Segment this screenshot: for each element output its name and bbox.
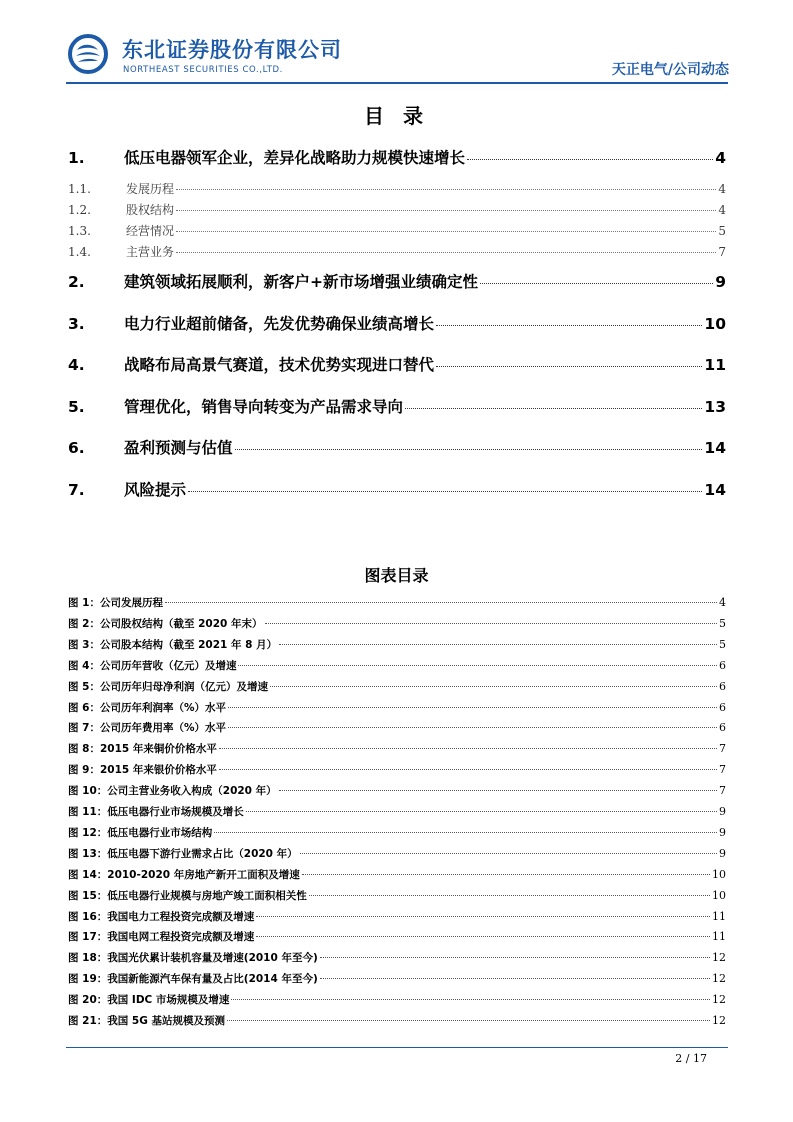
figure-entry-page: 6 — [719, 679, 726, 693]
figure-entry[interactable] — [68, 950, 726, 966]
figure-entry[interactable] — [68, 929, 726, 945]
figure-entry[interactable] — [68, 595, 726, 611]
figure-leader-dots — [228, 726, 717, 728]
figure-entry[interactable] — [68, 992, 726, 1008]
figure-entry[interactable] — [68, 867, 726, 883]
toc-entry-number: 4. — [68, 356, 85, 374]
figure-leader-dots — [228, 706, 717, 708]
toc-leader-dots — [176, 251, 716, 253]
figure-entry[interactable] — [68, 846, 726, 862]
northeast-securities-logo-icon — [68, 34, 108, 74]
toc-entry-page: 10 — [704, 315, 726, 333]
figure-entry-title: 图 3：公司股本结构（截至 2021 年 8 月） — [68, 638, 278, 651]
toc-entry-page: 13 — [704, 398, 726, 416]
figure-entry-title: 图 12：低压电器行业市场结构 — [68, 826, 213, 839]
figure-entry-page: 9 — [719, 805, 726, 818]
figure-entry-title: 图 5：公司历年归母净利润（亿元）及增速 — [68, 680, 268, 693]
figure-leader-dots — [246, 810, 717, 812]
figure-entry[interactable] — [68, 637, 726, 653]
figure-entry-page: 7 — [719, 742, 726, 756]
toc-entry[interactable] — [68, 312, 726, 334]
toc-entry-title: 电力行业超前储备，先发优势确保业绩高增长 — [124, 315, 435, 333]
page-header — [0, 0, 793, 86]
toc-leader-dots — [480, 282, 713, 284]
toc-leader-dots — [176, 209, 716, 211]
figure-entry-page: 10 — [712, 867, 726, 881]
figure-entry[interactable] — [68, 720, 726, 736]
figure-entry[interactable] — [68, 971, 726, 987]
toc-entry-number: 1. — [68, 149, 85, 167]
toc-entry[interactable] — [68, 270, 726, 292]
figure-entry-title: 图 10：公司主营业务收入构成（2020 年） — [68, 785, 277, 798]
figure-leader-dots — [265, 622, 718, 624]
toc-entry-number: 5. — [68, 398, 85, 416]
figure-entry-title: 图 7：公司历年费用率（%）水平 — [68, 722, 226, 735]
toc-entry[interactable] — [68, 395, 726, 417]
figure-entry[interactable] — [68, 700, 726, 716]
figure-leader-dots — [320, 956, 710, 958]
toc-entry-title: 发展历程 — [126, 182, 175, 196]
toc-entry-page: 7 — [718, 245, 726, 259]
figure-entry-page: 12 — [712, 1014, 726, 1027]
figure-entry-page: 12 — [712, 972, 726, 986]
figure-leader-dots — [302, 873, 710, 875]
figure-entry-title: 图 2：公司股权结构（截至 2020 年末） — [68, 617, 263, 630]
figure-entry-page: 5 — [719, 637, 726, 651]
figure-entry[interactable] — [68, 1013, 726, 1029]
toc-entry[interactable] — [68, 243, 726, 259]
figure-entry-title: 图 20：我国 IDC 市场规模及增速 — [68, 994, 230, 1007]
figure-leader-dots — [165, 601, 717, 603]
figure-leader-dots — [256, 935, 710, 937]
figure-entry-page: 11 — [712, 930, 726, 944]
toc-entry-number: 3. — [68, 315, 85, 333]
figure-entry[interactable] — [68, 741, 726, 757]
toc-leader-dots — [235, 448, 703, 450]
figure-entry-page: 12 — [712, 951, 726, 965]
toc-entry[interactable] — [68, 478, 726, 500]
figure-entry-title: 图 16：我国电力工程投资完成额及增速 — [68, 910, 255, 923]
toc-entry-title: 低压电器领军企业，差异化战略助力规模快速增长 — [124, 149, 466, 167]
toc-entry[interactable] — [68, 146, 726, 168]
figure-entry-title: 图 1：公司发展历程 — [68, 597, 163, 609]
figure-entry-title: 图 18：我国光伏累计装机容量及增速(2010 年至今) — [68, 952, 318, 965]
figure-entry-page: 9 — [719, 825, 726, 839]
toc-entry-number: 2. — [68, 273, 85, 291]
toc-leader-dots — [405, 407, 702, 409]
figure-leader-dots — [219, 768, 717, 770]
figure-entry-page: 4 — [719, 596, 726, 609]
company-name-cn: 东北证券股份有限公司 — [122, 38, 342, 62]
toc-entry-title: 建筑领域拓展顺利，新客户+新市场增强业绩确定性 — [124, 273, 478, 291]
figure-entry-title: 图 4：公司历年营收（亿元）及增速 — [68, 659, 237, 672]
figure-entry[interactable] — [68, 909, 726, 925]
toc-entry-number: 1.2. — [68, 203, 91, 217]
toc-entry-page: 5 — [718, 224, 726, 238]
toc-entry-title: 风险提示 — [124, 481, 187, 499]
figure-entry-title: 图 9：2015 年来银价价格水平 — [68, 764, 217, 777]
figure-entry-page: 11 — [712, 909, 726, 923]
toc-entry[interactable] — [68, 180, 726, 196]
page-number: 2 / 17 — [675, 1052, 707, 1065]
toc-entry-title: 股权结构 — [126, 203, 175, 217]
figure-entry-title: 图 19：我国新能源汽车保有量及占比(2014 年至今) — [68, 973, 318, 986]
toc-leader-dots — [436, 324, 702, 326]
toc-entry-title: 盈利预测与估值 — [124, 439, 233, 457]
figure-entry-title: 图 14：2010-2020 年房地产新开工面积及增速 — [68, 868, 300, 881]
toc-entry-number: 6. — [68, 439, 85, 457]
figure-entry-title: 图 21：我国 5G 基站规模及预测 — [68, 1015, 226, 1027]
toc-leader-dots — [467, 158, 713, 160]
toc-entry-number: 1.1. — [68, 182, 91, 196]
figure-entry-page: 5 — [719, 616, 726, 630]
toc-leader-dots — [188, 490, 702, 492]
figure-leader-dots — [279, 789, 717, 791]
figure-leader-dots — [256, 915, 710, 917]
figure-leader-dots — [219, 747, 717, 749]
figure-leader-dots — [214, 831, 717, 833]
figure-entry-page: 6 — [719, 700, 726, 714]
report-tag: 天正电气/公司动态 — [611, 62, 729, 78]
figure-entry-page: 9 — [719, 846, 726, 860]
footer-divider — [66, 1047, 728, 1048]
toc-entry[interactable] — [68, 201, 726, 217]
figure-entry-page: 7 — [719, 784, 726, 798]
toc-entry-number: 1.3. — [68, 224, 91, 238]
toc-entry[interactable] — [68, 353, 726, 375]
figure-leader-dots — [300, 852, 717, 854]
figure-entry-page: 6 — [719, 658, 726, 672]
toc-entry-page: 11 — [704, 356, 726, 374]
toc-title: 目 录 — [364, 104, 429, 128]
figure-leader-dots — [279, 643, 717, 645]
figure-entry[interactable] — [68, 888, 726, 904]
figure-entry-title: 图 15：低压电器行业规模与房地产竣工面积相关性 — [68, 889, 307, 902]
toc-entry-page: 14 — [704, 439, 726, 457]
figure-entry[interactable] — [68, 679, 726, 695]
toc-entry-page: 4 — [718, 182, 726, 196]
figure-entry-page: 7 — [719, 763, 726, 777]
figure-entry-title: 图 8：2015 年来铜价价格水平 — [68, 743, 217, 756]
figure-leader-dots — [270, 685, 717, 687]
figure-entry-page: 10 — [712, 888, 726, 902]
company-name-en: NORTHEAST SECURITIES CO.,LTD. — [123, 65, 283, 75]
figure-entry-title: 图 6：公司历年利润率（%）水平 — [68, 701, 226, 714]
toc-entry-page: 4 — [715, 149, 726, 167]
figure-entry[interactable] — [68, 658, 726, 674]
figure-leader-dots — [231, 998, 710, 1000]
toc-entry-title: 经营情况 — [126, 224, 175, 238]
toc-entry-number: 1.4. — [68, 245, 91, 259]
toc-entry-title: 战略布局高景气赛道，技术优势实现进口替代 — [124, 356, 435, 374]
figure-leader-dots — [320, 977, 710, 979]
toc-leader-dots — [176, 230, 716, 232]
figure-entry[interactable] — [68, 616, 726, 632]
figure-entry[interactable] — [68, 783, 726, 799]
figure-leader-dots — [309, 894, 710, 896]
figure-list-title: 图表目录 — [364, 566, 429, 585]
toc-leader-dots — [176, 188, 716, 190]
toc-entry-page: 4 — [718, 203, 726, 217]
toc-entry-number: 7. — [68, 481, 85, 499]
header-divider — [66, 82, 728, 84]
figure-leader-dots — [227, 1019, 710, 1021]
figure-entry-title: 图 17：我国电网工程投资完成额及增速 — [68, 931, 255, 944]
toc-entry-title: 主营业务 — [126, 245, 175, 259]
figure-entry[interactable] — [68, 825, 726, 841]
figure-entry-page: 12 — [712, 993, 726, 1007]
toc-entry-title: 管理优化，销售导向转变为产品需求导向 — [124, 398, 404, 416]
toc-leader-dots — [436, 365, 702, 367]
figure-entry-title: 图 13：低压电器下游行业需求占比（2020 年） — [68, 847, 298, 860]
figure-entry-page: 6 — [719, 721, 726, 735]
figure-entry[interactable] — [68, 762, 726, 778]
toc-entry[interactable] — [68, 436, 726, 458]
toc-entry-page: 14 — [704, 481, 726, 499]
toc-entry[interactable] — [68, 222, 726, 238]
figure-entry[interactable] — [68, 804, 726, 820]
figure-entry-title: 图 11：低压电器行业市场规模及增长 — [68, 806, 244, 818]
figure-leader-dots — [238, 664, 717, 666]
toc-entry-page: 9 — [715, 273, 726, 291]
